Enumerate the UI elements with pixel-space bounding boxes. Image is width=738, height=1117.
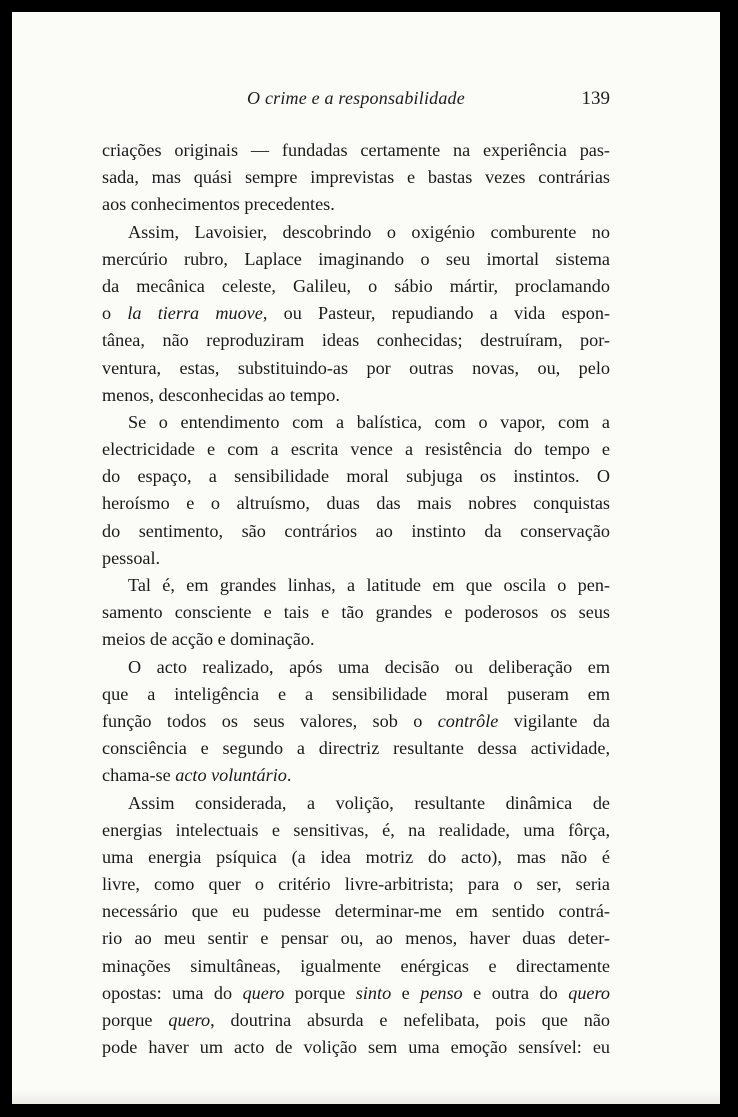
text-line: mercúrio rubro, Laplace imaginando o seu imortal sistema xyxy=(102,248,610,269)
text-line: criações originais — fundadas certamente na experiência pas- xyxy=(102,140,610,160)
text-line: electricidade e com a escrita vence a resistência do tempo e xyxy=(102,439,610,460)
book-page xyxy=(12,12,720,1104)
page-header xyxy=(102,88,610,118)
text-line: da mecânica celeste, Galileu, o sábio mártir, proclamando xyxy=(102,275,610,296)
page-number: 139 xyxy=(581,88,610,109)
text-line: chama-se acto voluntário. xyxy=(102,765,292,786)
text-line: rio ao meu sentir e pensar ou, ao menos, haver duas deter- xyxy=(102,928,610,949)
running-title: O crime e a responsabilidade xyxy=(247,88,465,108)
text-line: do sentimento, são contrários ao instinto da conservação xyxy=(102,520,610,541)
text-line: consciência e segundo a directriz resultante dessa actividade, xyxy=(102,738,610,759)
text-line: ventura, estas, substituindo-as por outras novas, ou, pelo xyxy=(102,357,610,378)
text-line: porque quero, doutrina absurda e nefelibata, pois que não xyxy=(102,1010,610,1030)
text-line: samento consciente e tais e tão grandes e poderosos os seus xyxy=(102,602,610,623)
text-line: energias intelectuais e sensitivas, é, na realidade, uma fôrça, xyxy=(102,819,610,840)
text-line: aos conhecimentos precedentes. xyxy=(102,194,335,215)
text-line: Assim considerada, a volição, resultante dinâmica de xyxy=(128,792,610,813)
text-line: minações simultâneas, igualmente enérgicas e directamente xyxy=(102,955,610,976)
text-line: opostas: uma do quero porque sinto e penso e outra do quero xyxy=(102,982,610,1003)
text-line: pessoal. xyxy=(102,547,161,568)
text-line: heroísmo e o altruísmo, duas das mais nobres conquistas xyxy=(102,493,610,514)
body-text xyxy=(102,137,610,1061)
text-line: O acto realizado, após uma decisão ou deliberação em xyxy=(128,656,610,677)
text-line: menos, desconhecidas ao tempo. xyxy=(102,384,340,405)
text-line: Se o entendimento com a balística, com o vapor, com a xyxy=(128,411,610,432)
text-line: Tal é, em grandes linhas, a latitude em que oscila o pen- xyxy=(128,575,610,595)
text-line: função todos os seus valores, sob o contrôle vigilante da xyxy=(102,710,610,731)
text-line: uma energia psíquica (a idea motriz do acto), mas não é xyxy=(102,846,610,867)
text-line: necessário que eu pudesse determinar-me em sentido contrá- xyxy=(102,901,610,922)
text-line: sada, mas quási sempre imprevistas e bastas vezes contrárias xyxy=(102,167,610,188)
text-line: que a inteligência e a sensibilidade moral puseram em xyxy=(102,683,610,704)
text-line: meios de acção e dominação. xyxy=(102,629,315,650)
text-line: do espaço, a sensibilidade moral subjuga os instintos. O xyxy=(102,466,610,487)
text-line: o la tierra muove, ou Pasteur, repudiando a vida espon- xyxy=(102,303,611,324)
text-line: Assim, Lavoisier, descobrindo o oxigénio comburente no xyxy=(128,221,610,242)
text-line: pode haver um acto de volição sem uma emoção sensível: eu xyxy=(102,1037,610,1058)
text-line: tânea, não reproduziram ideas conhecidas; destruíram, por- xyxy=(102,330,610,351)
text-line: livre, como quer o critério livre-arbitrista; para o ser, seria xyxy=(102,874,610,895)
